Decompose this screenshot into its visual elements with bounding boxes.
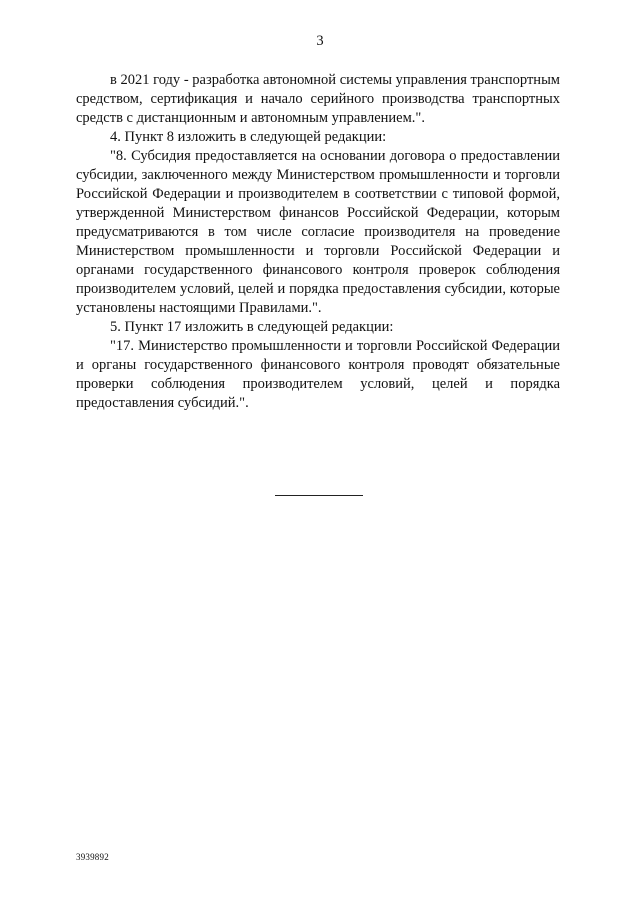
closing-separator-line: [275, 495, 363, 496]
document-code: 3939892: [76, 852, 109, 862]
page-number: 3: [316, 33, 324, 49]
paragraph-point-5: 5. Пункт 17 изложить в следующей редакции:: [110, 319, 394, 335]
paragraph-point-4: 4. Пункт 8 изложить в следующей редакции:: [110, 129, 387, 145]
paragraph-point-17-text: "17. Министерство промышленности и торговли Российской Федерации и органы государственного финансового контроля проводят обязательные проверки соблюдения производителем условий, целей и порядка предоставления субсидий.".: [76, 338, 560, 411]
paragraph-point-8-text: "8. Субсидия предоставляется на основании договора о предоставлении субсидии, заключенного между Министерством промышленности и торговли Российской Федерации и производителем в соответствии с типовой формой, утвержденной Министерством финансов Российской Федерации, которым предусматриваются в том числе согласие производителя на проведение Министерством промышленности и торговли Российской Федерации и органами государственного финансового контроля проверок соблюдения производителем условий, целей и порядка предоставления субсидии, которые установлены настоящими Правилами.".: [76, 148, 560, 316]
paragraph-item-1-continuation: в 2021 году - разработка автономной системы управления транспортным средством, сертификация и начало серийного производства транспортных средств с дистанционным и автономным управлением.".: [76, 72, 560, 126]
document-body: [76, 71, 560, 413]
